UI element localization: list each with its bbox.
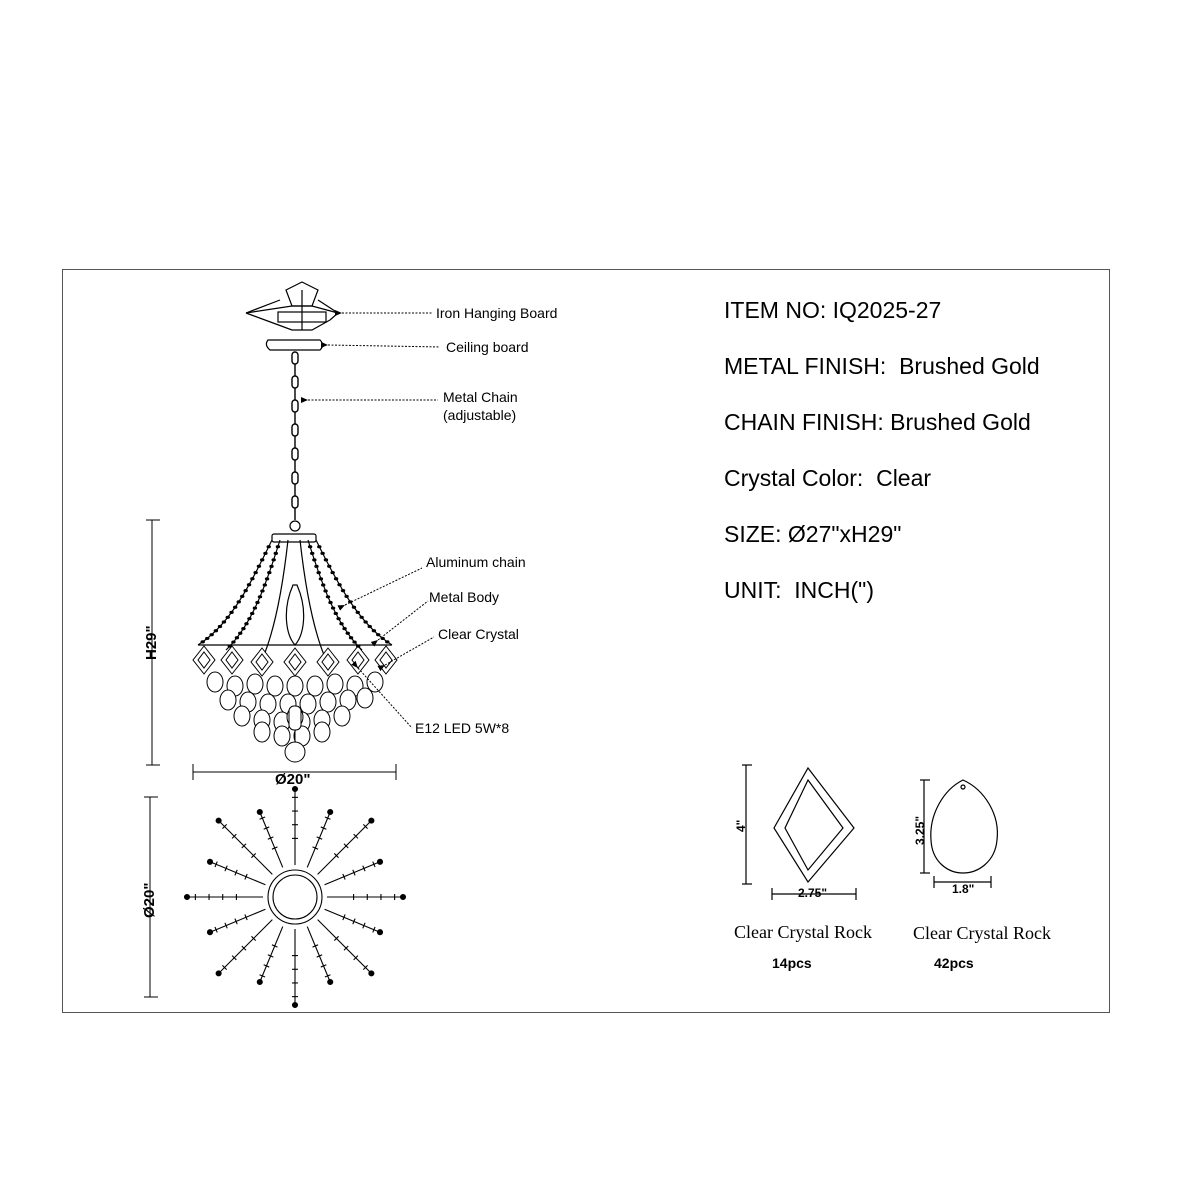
bead [376,633,380,636]
teardrop-crystal [287,676,303,696]
bead [310,552,314,555]
ceiling-board-drawing [266,340,322,350]
bead [228,645,232,648]
bead [255,601,259,604]
teardrop-crystal-name: Clear Crystal Rock [913,923,1051,943]
top-view-arm [325,862,380,885]
bead [229,611,233,614]
bead [349,636,353,639]
bead [247,583,251,586]
teardrop-crystal [274,726,290,746]
teardrop-height-label: 3.25" [913,815,927,845]
metal-finish: METAL FINISH: Brushed Gold [724,353,1040,379]
teardrop-crystal-qty: 42pcs [934,955,974,971]
bead [241,627,245,630]
teardrop-crystal [267,676,283,696]
chain-link [292,496,298,508]
callout-metal-chain-note: (adjustable) [443,407,517,423]
bead [308,545,312,548]
bead [243,589,247,592]
bead [316,571,320,574]
bead [341,589,345,592]
bead [321,583,325,586]
bead [263,552,267,555]
top-view-arm-tip [216,818,221,823]
callout-aluminum-chain: Aluminum chain [426,554,526,570]
top-view-arm-tip [377,859,382,864]
chandelier-body-drawing [198,521,392,655]
bead [368,625,372,628]
teardrop-crystal-drawing [920,780,997,888]
bead [324,558,328,561]
bead [244,622,248,625]
bead [328,601,332,604]
size-spec: SIZE: Ø27"xH29" [724,521,902,547]
top-view-arm-tip [377,930,382,935]
bead [334,612,338,615]
bottom-crystal-ball [285,742,305,762]
diamond-crystal-name: Clear Crystal Rock [734,922,872,942]
top-view-arm-tip [257,979,262,984]
callout-metal-chain: Metal Chain [443,389,518,405]
teardrop-crystal [234,706,250,726]
top-view-arm-tip [208,930,213,935]
bead [250,612,254,615]
top-view-arm-tip [328,979,333,984]
bead [339,622,343,625]
width-dimension-label: Ø20" [275,771,311,788]
bead [253,606,257,609]
teardrop-crystal [220,690,236,710]
bead [240,595,244,598]
iron-hanging-board-drawing [246,282,338,330]
top-view-arm [325,909,380,932]
teardrop-crystal [357,688,373,708]
bead [267,545,271,548]
teardrop-crystal [320,692,336,712]
bead [320,552,324,555]
bead [359,616,363,619]
bead [257,565,261,568]
bead [258,595,262,598]
top-view-arm [307,927,330,982]
top-view-arm-tip [293,1003,298,1008]
bead [314,565,318,568]
metal-chain-drawing [292,352,298,520]
teardrop-crystal [207,672,223,692]
top-view-arm [260,812,283,867]
teardrop-crystal [334,706,350,726]
diamond-width-label: 2.75" [798,886,828,900]
diamond-height-label: 4" [734,819,748,832]
aluminum-chain-drawing [201,545,390,648]
top-view-arm-tip [369,971,374,976]
item-number: ITEM NO: IQ2025-27 [724,297,942,323]
top-view-arm-tip [401,895,406,900]
teardrop-crystal [307,676,323,696]
teardrop-crystal [327,674,343,694]
bead [235,636,239,639]
callout-metal-body: Metal Body [429,589,500,605]
bead [336,617,340,620]
bead [274,552,278,555]
bead [237,600,241,603]
height-dimension-label: H29" [143,625,160,660]
bead [342,627,346,630]
diamond-crystal-drawing [742,765,856,900]
bead [385,640,389,643]
bead [265,577,269,580]
bead [253,571,257,574]
top-view-arm [260,927,283,982]
chain-finish: CHAIN FINISH: Brushed Gold [724,409,1031,435]
callout-iron-hanging-board: Iron Hanging Board [436,305,558,321]
bead [330,571,334,574]
bead [276,545,280,548]
chain-link [292,352,298,364]
chain-link [292,424,298,436]
bead [201,640,205,643]
bead [352,606,356,609]
top-view-arm [210,909,265,932]
bead [363,620,367,623]
bead [269,565,273,568]
chain-link [292,376,298,388]
unit-spec: UNIT: INCH(") [724,577,874,603]
top-view-arm [210,862,265,885]
crystal-color: Crystal Color: Clear [724,465,932,491]
teardrop-crystal [300,694,316,714]
bead [267,571,271,574]
bead [356,611,360,614]
teardrop-crystal [314,722,330,742]
bead [260,558,264,561]
bead [271,558,275,561]
bead [323,589,327,592]
bead [327,565,331,568]
callout-clear-crystal: Clear Crystal [438,626,519,642]
diamond-crystal-qty: 14pcs [772,955,812,971]
teardrop-crystal [247,674,263,694]
top-view-arm-tip [257,810,262,815]
bead [218,625,222,628]
bead [238,632,242,635]
bead [205,637,209,640]
bead [334,577,338,580]
top-diameter-dimension-label: Ø20" [141,882,158,918]
chain-link [292,448,298,460]
top-view-arm [307,812,330,867]
bead [352,640,356,643]
chain-link [292,400,298,412]
bead [209,633,213,636]
top-view-arm-tip [369,818,374,823]
bead [263,583,267,586]
bead [331,606,335,609]
bead [247,617,251,620]
bead [344,595,348,598]
finial [289,706,301,730]
bead [337,583,341,586]
teardrop-crystal [254,722,270,742]
bead [214,629,218,632]
top-view-arm-tip [328,810,333,815]
top-view-drawing [185,787,406,1008]
bead [226,616,230,619]
bead [222,620,226,623]
bead [317,545,321,548]
crystal-cluster-drawing [193,646,397,762]
bead [231,640,235,643]
top-view-arm-tip [216,971,221,976]
top-view-arm-tip [185,895,190,900]
chain-link [292,472,298,484]
bead [319,577,323,580]
bead [250,577,254,580]
bead [312,558,316,561]
bead [260,589,264,592]
bead [233,606,237,609]
callout-bulbs: E12 LED 5W*8 [415,720,510,736]
bead [356,645,360,648]
bead [346,632,350,635]
callout-ceiling-board: Ceiling board [446,339,529,355]
bead [326,595,330,598]
teardrop-width-label: 1.8" [952,882,975,896]
bead [372,629,376,632]
top-view-arm-tip [208,859,213,864]
